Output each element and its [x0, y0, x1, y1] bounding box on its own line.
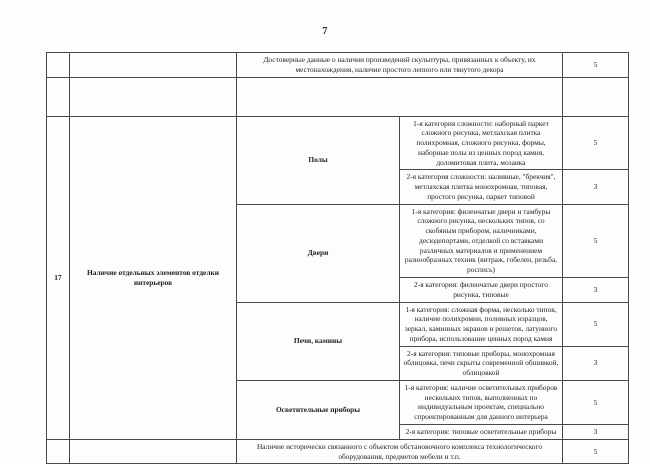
row-description-cell: Наличие исторически связанного с объектом обстановочного комплекса технологического оборудования, предметов мебели и т.п.: [237, 439, 563, 464]
row-description-cell: 2-я категория: типовые осветительные приборы: [400, 424, 563, 439]
row-score-cell: 3: [563, 424, 629, 439]
row-name-cell: [70, 53, 237, 78]
row-score-cell: 3: [563, 278, 629, 303]
row-score-cell: 5: [563, 53, 629, 78]
subcategory-cell-lighting: Осветительные приборы: [237, 380, 400, 439]
criteria-table-container: [46, 52, 600, 464]
page-number: 7: [322, 26, 328, 37]
row-score-spacer: [563, 77, 629, 116]
row-number-cell: 17: [47, 116, 70, 439]
row-number-cell-empty: [47, 439, 70, 464]
row-description-cell: 2-я категория: типовые приборы, монохромная облицовка, печи скрыты современной обшивкой, облицовкой: [400, 346, 563, 380]
row-description-cell: 2-я категория: филенчатые двери простого рисунка, типовые: [400, 278, 563, 303]
table-row-spacer: [47, 77, 629, 116]
row-description-cell: 1-я категория сложности: наборный паркет сложного рисунка, метлахская плитка полихромная, сложного рисунка, формы, наборные полы из ценных пород камня, доломитовая плита, мозаика: [400, 116, 563, 170]
row-description-cell: 1-я категория: наличие осветительных приборов нескольких типов, выполненных по индивидуальным проектам, специально спроектированным для данного интерьера: [400, 380, 563, 424]
row-description-cell: 1-я категория: сложная форма, несколько типов, наличие полихромии, поливных изразцов, зеркал, каминных экранов и решеток, латунного прибора, использование ценных пород камня: [400, 302, 563, 346]
row-number-cell-empty: [47, 77, 70, 116]
row-score-cell: 3: [563, 346, 629, 380]
table-row: [47, 116, 629, 170]
table-row: [47, 53, 629, 78]
criteria-table: [46, 52, 629, 464]
row-description-cell: 2-я категория сложности: наливные, "брекчия", метлахская плитка монохромная, типовая, простого рисунка, паркет типовой: [400, 170, 563, 204]
subcategory-cell-floors: Полы: [237, 116, 400, 204]
row-score-cell: 5: [563, 302, 629, 346]
row-description-cell: Достоверные данные о наличии произведений скульптуры, привязанных к объекту, их местонахождения, наличие простого лепного или тянутого декора: [237, 53, 563, 78]
row-name-cell-empty: [70, 439, 237, 464]
table-row: [47, 439, 629, 464]
row-name-cell-empty: [70, 77, 237, 116]
row-description-spacer: [237, 77, 563, 116]
row-score-cell: 5: [563, 204, 629, 277]
row-score-cell: 5: [563, 380, 629, 424]
row-score-cell: 5: [563, 439, 629, 464]
subcategory-cell-stoves: Печи, камины: [237, 302, 400, 380]
row-name-cell: Наличие отдельных элементов отделки интерьеров: [70, 116, 237, 439]
row-description-cell: 1-я категория: филенчатые двери и тамбуры сложного рисунка, нескольких типов, со скобяным прибором, наличниками, десюдепортами, отделкой со вставками различных материалов и применением разнообразных техник (витраж, гобелен, резьба, роспись): [400, 204, 563, 277]
row-score-cell: 5: [563, 116, 629, 170]
row-number-cell: [47, 53, 70, 78]
row-score-cell: 3: [563, 170, 629, 204]
subcategory-cell-doors: Двери: [237, 204, 400, 302]
